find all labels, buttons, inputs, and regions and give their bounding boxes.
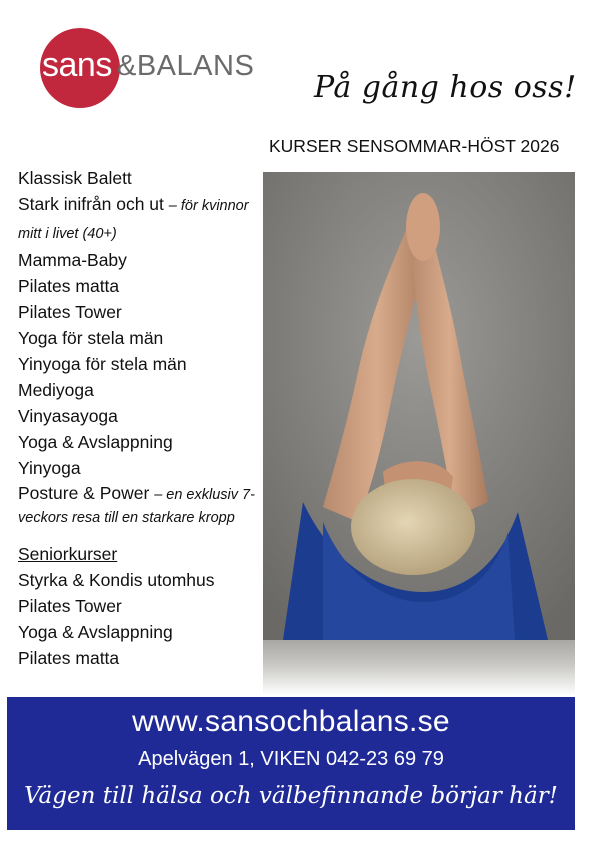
course-item: Pilates matta	[18, 276, 120, 296]
website-link[interactable]: www.sansochbalans.se	[132, 705, 450, 738]
course-list	[18, 165, 258, 671]
course-item: Mediyoga	[18, 380, 94, 400]
course-item: Stark inifrån och ut – för kvinnor mitt i livet (40+)	[18, 194, 249, 242]
senior-heading: Seniorkurser	[18, 544, 118, 564]
senior-course-item: Yoga & Avslappning	[18, 622, 173, 642]
footer-banner	[7, 697, 575, 830]
course-item: Yoga för stela män	[18, 328, 164, 348]
course-item: Vinyasayoga	[18, 406, 118, 426]
address-phone: Apelvägen 1, VIKEN 042-23 69 79	[138, 748, 444, 770]
course-item: Yoga & Avslappning	[18, 432, 173, 452]
course-item: Yinyoga	[18, 458, 81, 478]
slogan: Vägen till hälsa och välbefinnande börjar här!	[24, 783, 558, 809]
senior-course-item: Pilates Tower	[18, 596, 122, 616]
course-item: Pilates Tower	[18, 302, 122, 322]
tagline: På gång hos oss!	[314, 70, 577, 105]
course-item: Mamma-Baby	[18, 250, 127, 270]
course-note: – för kvinnor mitt i livet (40+)	[18, 198, 249, 242]
logo-text-balans: &BALANS	[117, 50, 255, 82]
logo	[40, 28, 285, 108]
senior-course-item: Pilates matta	[18, 648, 120, 668]
senior-course-item: Styrka & Kondis utomhus	[18, 570, 215, 590]
page-subtitle: KURSER SENSOMMAR-HÖST 2026	[269, 136, 560, 156]
course-item: Yinyoga för stela män	[18, 354, 187, 374]
course-item: Posture & Power – en exklusiv 7-veckors resa till en starkare kropp	[18, 483, 255, 526]
logo-text-sans: sans	[42, 46, 112, 84]
course-item: Klassisk Balett	[18, 168, 132, 188]
yoga-photo	[263, 172, 575, 640]
course-note: – en exklusiv 7-veckors resa till en starkare kropp	[18, 487, 255, 526]
photo-reflection	[263, 640, 575, 695]
